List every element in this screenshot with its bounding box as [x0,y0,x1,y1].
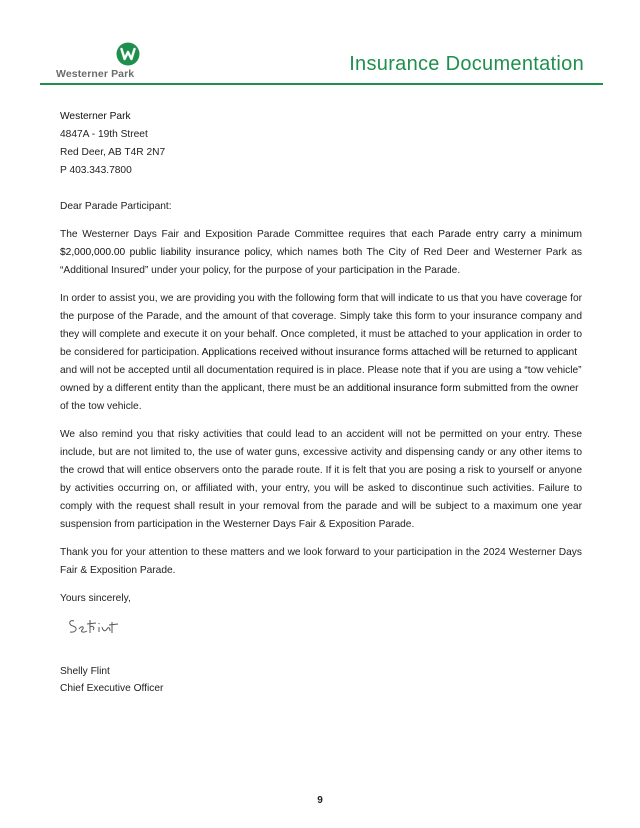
paragraph-insurance-requirement [60,226,582,280]
signature-image [66,613,136,641]
p2-line-c: and will not be accepted until all documentation required is in place. Please note that if you are using a “tow vehicle” [60,365,582,376]
p2-line-d [60,380,582,398]
additional-insurance-form-link[interactable]: additional insurance form [346,383,461,394]
p2-text-d: owned by a different entity than the applicant, there must be an [60,383,347,394]
p1-text-a: The Westerner Days Fair and Exposition Parade Committee requires that each [60,229,439,240]
page-number: 9 [317,795,323,806]
header-divider [40,83,603,85]
address-street: 4847A - 19th Street [60,129,148,140]
page-header [0,0,640,86]
sender-address [60,108,582,180]
address-phone: P 403.343.7800 [60,165,132,176]
page-title: Insurance Documentation [349,53,584,75]
signer-title: Chief Executive Officer [60,683,164,694]
letter-body [60,108,582,608]
address-name: Westerner Park [60,111,131,122]
p2-text-f: submitted from the owner [460,383,579,394]
logo-text: Westerner Park [56,68,135,80]
p1-text-c: which names both The City of Red Deer and Westerner Park as “Additional Insured” under your policy, for the purpose of your participation in the Parade. [60,247,582,276]
p1-requirement-highlight: Parade entry carry a minimum $2,000,000.00 public liability insurance policy, [60,229,582,258]
signer-block [60,663,163,697]
p2-returned-highlight: Applications received without insurance forms attached will be returned to applicant [201,347,578,358]
paragraph-form-instructions [60,290,582,416]
address-city: Red Deer, AB T4R 2N7 [60,147,166,158]
p2-text-a: In order to assist you, we are providing you with the following form that will indicate to us that you have coverage for the purpose of the Parade, and the amount of that coverage. Simply take this form to your insurance company and they will complete and execute it on your behalf. Once completed, it must be attached to your application in order to be considered for participation. [60,293,582,358]
closing: Yours sincerely, [60,593,131,604]
signer-name: Shelly Flint [60,666,110,677]
logo-w-icon [116,42,140,66]
paragraph-risky-activities: We also remind you that risky activities that could lead to an accident will not be permitted on your entry. These include, but are not limited to, the use of water guns, excessive activity and dispensing candy or any other items to the crowd that will entice observers onto the parade route. If it is felt that you are posing a risk to yourself or anyone by activities occurring on, or affiliated with, your entry, you will be asked to discontinue such activities. Failure to comply with the request shall result in your removal from the parade and will be subject to a maximum one year suspension from participation in the Westerner Days Fair & Exposition Parade. [60,429,582,530]
paragraph-thank-you: Thank you for your attention to these matters and we look forward to your participation in the 2024 Westerner Days Fair & Exposition Parade. [60,547,582,576]
p2-line-g: of the tow vehicle. [60,401,142,412]
salutation: Dear Parade Participant: [60,201,172,212]
